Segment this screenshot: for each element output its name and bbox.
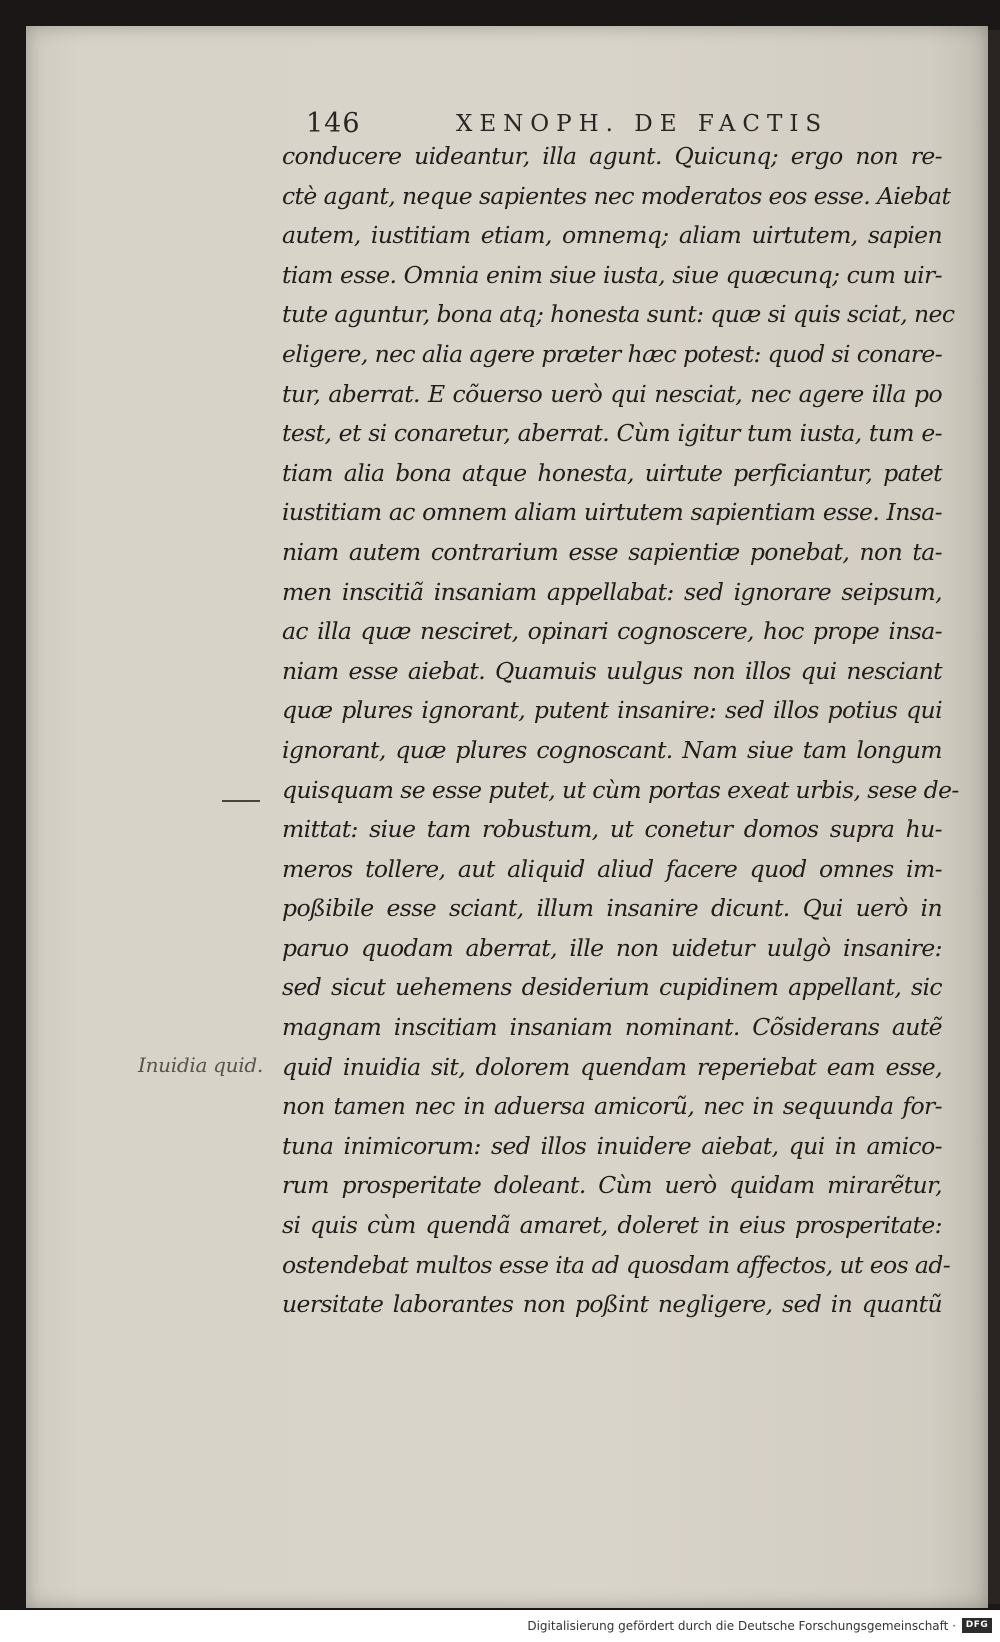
text-line: uersitate laborantes non poßint negligere, sed in quantũ (282, 1290, 942, 1319)
text-line: ostendebat multos esse ita ad quosdam affectos, ut eos ad- (282, 1250, 951, 1279)
text-line: ignorant, quæ plures cognoscant. Nam siue tam longum (282, 735, 942, 764)
text-line: iustitiam ac omnem aliam uirtutem sapientiam esse. Insa- (282, 498, 942, 527)
text-line: ctè agant, neque sapientes nec moderatos eos esse. Aiebat (282, 181, 951, 210)
text-line: sed sicut uehemens desiderium cupidinem appellant, sic (282, 973, 942, 1002)
text-line: ac illa quæ nesciret, opinari cognoscere, hoc prope insa- (282, 617, 942, 646)
margin-dash (222, 800, 260, 802)
text-line: eligere, nec alia agere præter hæc potest: quod si conare- (282, 339, 943, 368)
text-line: meros tollere, aut aliquid aliud facere quod omnes im- (282, 854, 942, 883)
text-line: test, et si conaretur, aberrat. Cùm igitur tum iusta, tum e- (282, 419, 942, 448)
text-line: niam esse aiebat. Quamuis uulgus non illos qui nesciant (282, 656, 942, 685)
margin-note: Inuidia quid. (138, 1053, 263, 1077)
text-line: tur, aberrat. E cõuerso uerò qui nesciat, nec agere illa po (282, 379, 942, 408)
page-number: 146 (306, 108, 361, 139)
text-line: quid inuidia sit, dolorem quendam reperiebat eam esse, (282, 1052, 942, 1081)
text-line: si quis cùm quendã amaret, doleret in eius prosperitate: (282, 1211, 942, 1240)
text-line: non tamen nec in aduersa amicorũ, nec in sequunda for- (282, 1092, 942, 1121)
text-line: paruo quodam aberrat, ille non uidetur uulgò insanire: (282, 933, 942, 962)
text-line: niam autem contrarium esse sapientiæ ponebat, non ta- (282, 537, 942, 566)
text-line: tute aguntur, bona atq; honesta sunt: quæ si quis sciat, nec (282, 300, 955, 329)
text-line: mittat: siue tam robustum, ut conetur domos supra hu- (282, 815, 942, 844)
page-edge (988, 30, 1000, 1604)
dfg-logo-icon: DFG (962, 1618, 992, 1633)
text-line: conducere uideantur, illa agunt. Quicunq; ergo non re- (282, 142, 942, 170)
text-line: magnam inscitiam insaniam nominant. Cõsiderans autẽ (282, 1013, 942, 1042)
text-line: quisquam se esse putet, ut cùm portas exeat urbis, sese de- (282, 775, 959, 804)
text-line: tuna inimicorum: sed illos inuidere aiebat, qui in amico- (282, 1131, 942, 1160)
text-line: men inscitiã insaniam appellabat: sed ignorare seipsum, (282, 577, 942, 606)
text-line: autem, iustitiam etiam, omnemq; aliam uirtutem, sapien (282, 221, 942, 250)
text-line: tiam alia bona atque honesta, uirtute perficiantur, patet (282, 458, 942, 487)
text-line: quæ plures ignorant, putent insanire: sed illos potius qui (282, 696, 942, 725)
text-line: poßibile esse sciant, illum insanire dicunt. Qui uerò in (282, 894, 942, 923)
running-title: XENOPH. DE FACTIS (456, 111, 829, 137)
body-text (282, 137, 959, 1325)
digitization-footer (0, 1610, 1000, 1642)
footer-credit: Digitalisierung gefördert durch die Deutsche Forschungsgemeinschaft · (527, 1619, 956, 1633)
text-line: rum prosperitate doleant. Cùm uerò quidam mirarẽtur, (282, 1171, 942, 1200)
text-line: tiam esse. Omnia enim siue iusta, siue quæcunq; cum uir- (282, 260, 942, 289)
